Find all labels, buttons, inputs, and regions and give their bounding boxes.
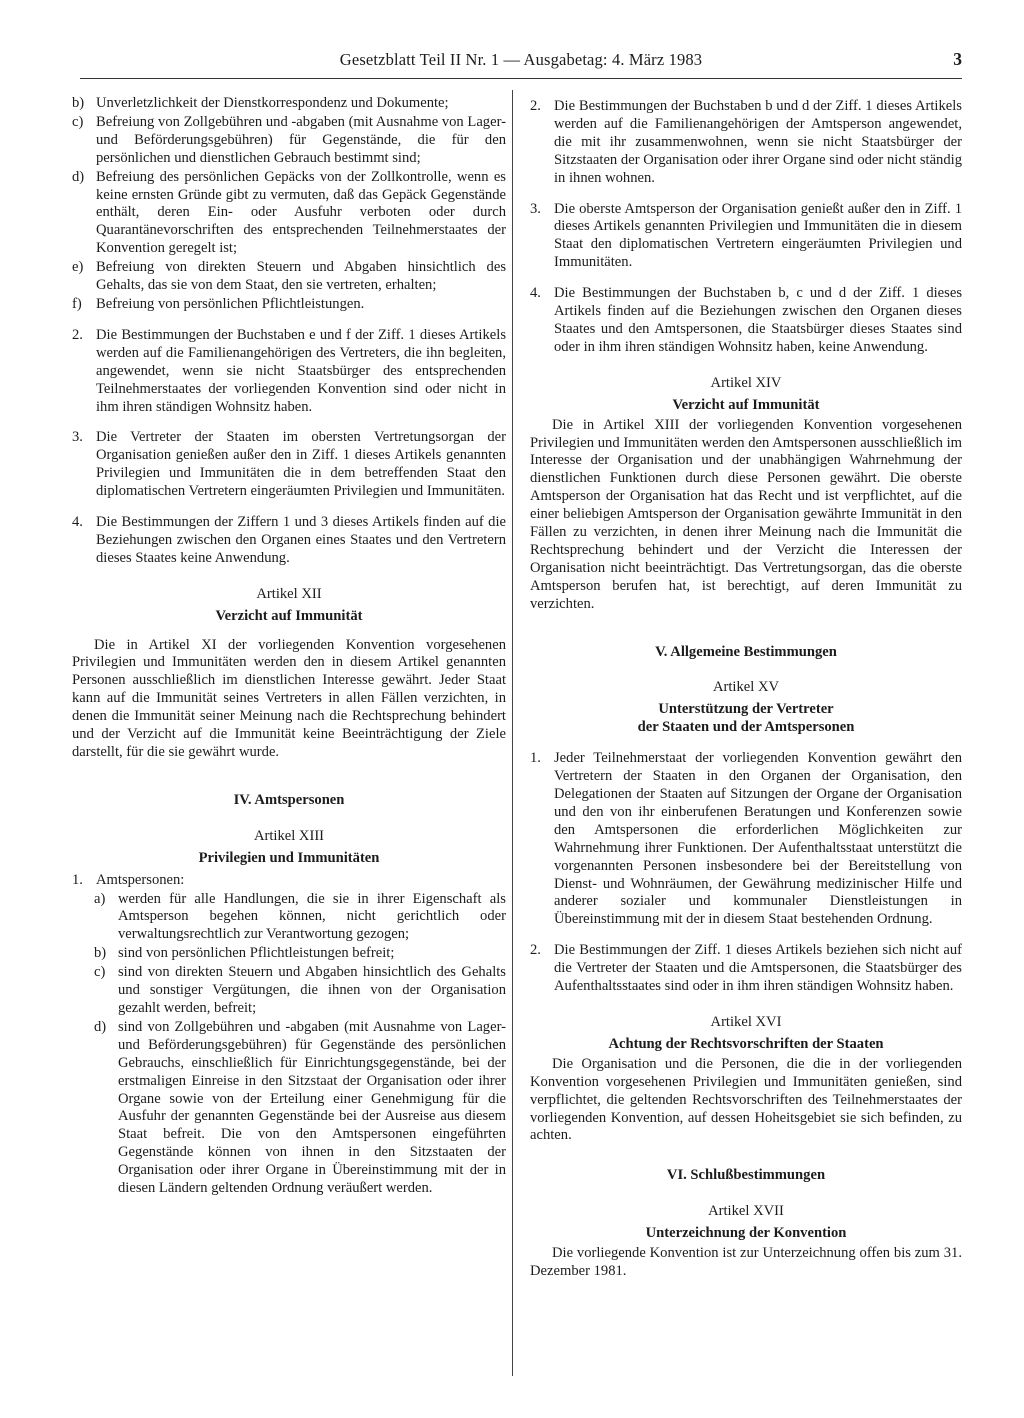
spacer (530, 272, 962, 281)
paragraph-text: Die Bestimmungen der Ziffern 1 und 3 dieses Artikels finden auf die Beziehungen zwischen den Organen eines Staates und den Vertretern dieses Staates keine Anwendung. (96, 514, 506, 566)
item-text: sind von Zollgebühren und -abgaben (mit Ausnahme von Lager- und Beförderungsgebühren) für Gegenstände des persönlichen Gebrauchs, einschließlich für Einrichtungsgegenstände, bei der erstmaligen Einreise in den Sitzstaat der Organisation oder ihrer Organe sowie von der Erteilung einer Genehmigung für die Ausfuhr der genannten Gegenstände bei der Ausreise aus diesem Staat befreit. Die von den Amtspersonen eingeführten Gegenstände können von ihnen in den Sitzstaaten der Organisation oder ihrer Organe in Übereinstimmung mit der in diesen Ländern geltenden Ordnung veräußert werden. (118, 1018, 506, 1197)
article-number: Artikel XII (256, 585, 322, 602)
paragraph-text: Amtspersonen: (96, 871, 185, 888)
article-text: Die in Artikel XI der vorliegenden Konvention vorgesehenen Privilegien und Immunitäten werden den in diesem Artikel genannten Personen ausschließlich im dienstlichen Interesse gewährt. Jeder Staat kann auf die Immunität seines Vertreters in allen Fällen verzichten, in denen die Immunität seiner Meinung nach die Rechtsprechung behindert und der Verzicht auf die Immunität keine Beeinträchtigung der Ziele darstellt, für die sie gewährt wurde. (72, 636, 506, 760)
running-title: Gesetzblatt Teil II Nr. 1 — Ausgabetag: 4. März 1983 (339, 50, 703, 69)
article-number: Artikel XVI (710, 1013, 782, 1030)
spacer (72, 762, 506, 792)
item-label: c) (94, 964, 106, 981)
item-label: d) (94, 1018, 107, 1035)
item-label: b) (94, 945, 107, 962)
numbered-paragraph (530, 201, 962, 273)
numbered-paragraph (530, 285, 962, 357)
list-item (72, 95, 506, 113)
article-title-line-2: der Staaten und der Amtspersonen (637, 719, 855, 736)
paragraph-text: Die Bestimmungen der Buchstaben b und d der Ziff. 1 dieses Artikels werden auf die Familienangehörigen der Amtsperson angewendet, die mit ihr zusammenwohnen, wenn sie nicht Staatsbürger der Sitzstaaten der Organisation oder ihrer Organe sind oder nicht ständig in ihnen wohnen. (554, 98, 962, 186)
paragraph-number: 2. (530, 98, 541, 114)
paragraph-number: 1. (72, 871, 83, 888)
numbered-paragraph (72, 327, 506, 417)
article-title: Unterzeichnung der Konvention (645, 1225, 847, 1242)
list-item (94, 964, 506, 1018)
item-text: werden für alle Handlungen, die sie in ihrer Eigenschaft als Amtsperson begehen können, nicht gerichtlich oder verwaltungsrechtlich zur Verantwortung gezogen; (118, 890, 506, 943)
item-label: c) (72, 113, 84, 130)
paragraph-text: Die Vertreter der Staaten im obersten Vertretungsorgan der Organisation genießen außer den in Ziff. 1 dieses Artikels genannten Privilegien und Immunitäten die in dem betreffenden Staat den diplomatischen Vertretern eingeräumten Privilegien und Immunitäten. (96, 429, 506, 500)
paragraph-number: 3. (72, 429, 83, 446)
article-number: Artikel XVII (708, 1203, 784, 1220)
item-label: b) (72, 95, 85, 111)
list-item (94, 945, 506, 963)
paragraph-text: Die Bestimmungen der Ziff. 1 dieses Artikels beziehen sich nicht auf die Vertreter der Staaten und die Amtspersonen, die Staatsbürger des Aufenthaltsstaates sind oder in ihm ihren ständigen Wohnsitz haben. (554, 942, 962, 995)
numbered-paragraph (72, 429, 506, 501)
right-column (530, 94, 962, 1281)
numbered-paragraph (530, 98, 962, 188)
article-number: Artikel XIV (710, 374, 782, 391)
spacer (530, 929, 962, 938)
section-title: VI. Schlußbestimmungen (666, 1167, 826, 1184)
paragraph-text: Jeder Teilnehmerstaat der vorliegenden Konvention gewährt den Vertretern der Staaten in den Organen der Organisation, den Delegationen der Staaten auf Sitzungen der Organe der Organisation und den von ihr einberufenen Beratungen und Konferenzen sowie den Amtspersonen die erforderlichen Möglichkeiten zur Wahrnehmung ihrer Funktionen. Der Aufenthaltsstaat unterstützt die vorgenannten Personen insbesondere bei der Bereitstellung von Dienst- und Wohnräumen, der Gewährung medizinischer Hilfe und anderer sozialer und kommunaler Dienstleistungen in Übereinstimmung mit der in diesem Staat bestehenden Ordnung. (554, 750, 962, 928)
item-text: Befreiung von persönlichen Pflichtleistungen. (96, 295, 365, 312)
paragraph-number: 1. (530, 750, 541, 767)
item-text: Unverletzlichkeit der Dienstkorrespondenz und Dokumente; (96, 95, 449, 111)
page-number: 3 (953, 49, 962, 69)
paragraph-number: 2. (530, 942, 541, 959)
article-number: Artikel XV (712, 679, 780, 696)
article-number: Artikel XIII (253, 827, 325, 844)
item-label: f) (72, 295, 82, 312)
spacer (530, 188, 962, 197)
paragraph-number: 4. (72, 514, 83, 531)
article-title: Verzicht auf Immunität (215, 607, 363, 624)
paragraph-number: 3. (530, 200, 541, 217)
page-header (80, 46, 962, 79)
left-column (72, 94, 506, 1198)
numbered-paragraph (530, 942, 962, 996)
numbered-paragraph (72, 872, 506, 890)
spacer (530, 1145, 962, 1167)
list-item (72, 169, 506, 259)
item-label: d) (72, 168, 85, 185)
list-item (72, 259, 506, 295)
paragraph-text: Die Bestimmungen der Buchstaben e und f der Ziff. 1 dieses Artikels werden auf die Familienangehörigen des Vertreters, die ihn begleiten, angewendet, wenn sie nicht Staatsbürger des entsprechenden Teilnehmerstaates der vorliegenden Konvention sind oder nicht in ihm ihren ständigen Wohnsitz haben. (96, 326, 506, 415)
spacer (530, 614, 962, 644)
list-item (72, 114, 506, 168)
spacer (72, 416, 506, 425)
numbered-paragraph (530, 750, 962, 929)
list-item (94, 1019, 506, 1198)
list-item (94, 891, 506, 945)
article-title: Unterstützung der Vertreter (658, 701, 834, 718)
item-label: e) (72, 259, 84, 276)
article-text: Die vorliegende Konvention ist zur Unterzeichnung offen bis zum 31. Dezember 1981. (530, 1245, 962, 1279)
spacer (72, 314, 506, 323)
article-title: Privilegien und Immunitäten (198, 849, 380, 866)
section-title: V. Allgemeine Bestimmungen (655, 643, 837, 660)
section-title: IV. Amtspersonen (233, 791, 345, 808)
column-divider (512, 90, 513, 1376)
item-text: Befreiung von direkten Steuern und Abgaben hinsichtlich des Gehalts, das sie von dem Staat, den sie vertreten, erhalten; (96, 259, 506, 294)
item-text: sind von persönlichen Pflichtleistungen befreit; (118, 945, 395, 962)
list-item (72, 296, 506, 314)
paragraph-number: 2. (72, 326, 83, 343)
article-text: Die in Artikel XIII der vorliegenden Konvention vorgesehenen Privilegien und Immunitäten werden den Amtspersonen ausschließlich im Interesse der Organisation und der unabhängigen Wahrnehmung der dienstlichen Funktionen durch diese Personen gewährt. Die oberste Amtsperson der Organisation hat das Recht und ist verpflichtet, auf die einer beliebigen Amtsperson der Organisation gewährte Immunität in den Fällen zu verzichten, in denen ihrer Meinung nach die Immunität die Rechtsprechung behindert und der Verzicht die Interessen der Organisation nicht beeinträchtigt. Das Vertretungsorgan, das die oberste Amtsperson berufen hat, ist berechtigt, auf deren Immunität zu verzichten. (530, 416, 962, 612)
spacer (72, 626, 506, 635)
article-text: Die Organisation und die Personen, die die in der vorliegenden Konvention vorgesehenen Privilegien und Immunitäten genießen, sind verpflichtet, die geltenden Rechtsvorschriften des Teilnehmerstaates der vorliegenden Konvention, auf dessen Hoheitsgebiet sie sich befinden, zu achten. (530, 1055, 962, 1144)
item-text: Befreiung des persönlichen Gepäcks von der Zollkontrolle, wenn es keine ernsten Gründe gibt zu vermuten, daß das Gepäck Gegenstände enthält, deren Ein- oder Ausfuhr verboten oder durch Quarantänevorschriften des entsprechenden Teilnehmerstaates der Konvention geregelt ist; (96, 168, 506, 257)
item-text: sind von direkten Steuern und Abgaben hinsichtlich des Gehalts und sonstiger Vergütungen, die ihnen von der Organisation gezahlt werden, befreit; (118, 964, 506, 1016)
spacer (72, 501, 506, 510)
paragraph-text: Die oberste Amtsperson der Organisation genießt außer den in Ziff. 1 dieses Artikels genannten Privilegien und Immunitäten die in diesem Staat den diplomatischen Vertretern eingeräumten Privilegien und Immunitäten. (554, 200, 962, 271)
paragraph-number: 4. (530, 285, 541, 302)
article-title: Verzicht auf Immunität (672, 396, 820, 413)
sub-list (72, 891, 506, 1198)
item-label: a) (94, 890, 106, 907)
spacer (530, 737, 962, 746)
article-title: Achtung der Rechtsvorschriften der Staaten (608, 1035, 884, 1052)
paragraph-text: Die Bestimmungen der Buchstaben b, c und d der Ziff. 1 dieses Artikels finden auf die Beziehungen zwischen den Organen dieses Staates und den Amtspersonen, die Staatsbürger dieses Staates sind oder in ihm ihren ständigen Wohnsitz haben, keine Anwendung. (554, 285, 962, 355)
item-text: Befreiung von Zollgebühren und -abgaben (mit Ausnahme von Lager- und Beförderungsgebühren) für Gegenstände, die für den persönlichen und dienstlichen Gebrauch bestimmt sind; (96, 113, 506, 166)
numbered-paragraph (72, 514, 506, 568)
